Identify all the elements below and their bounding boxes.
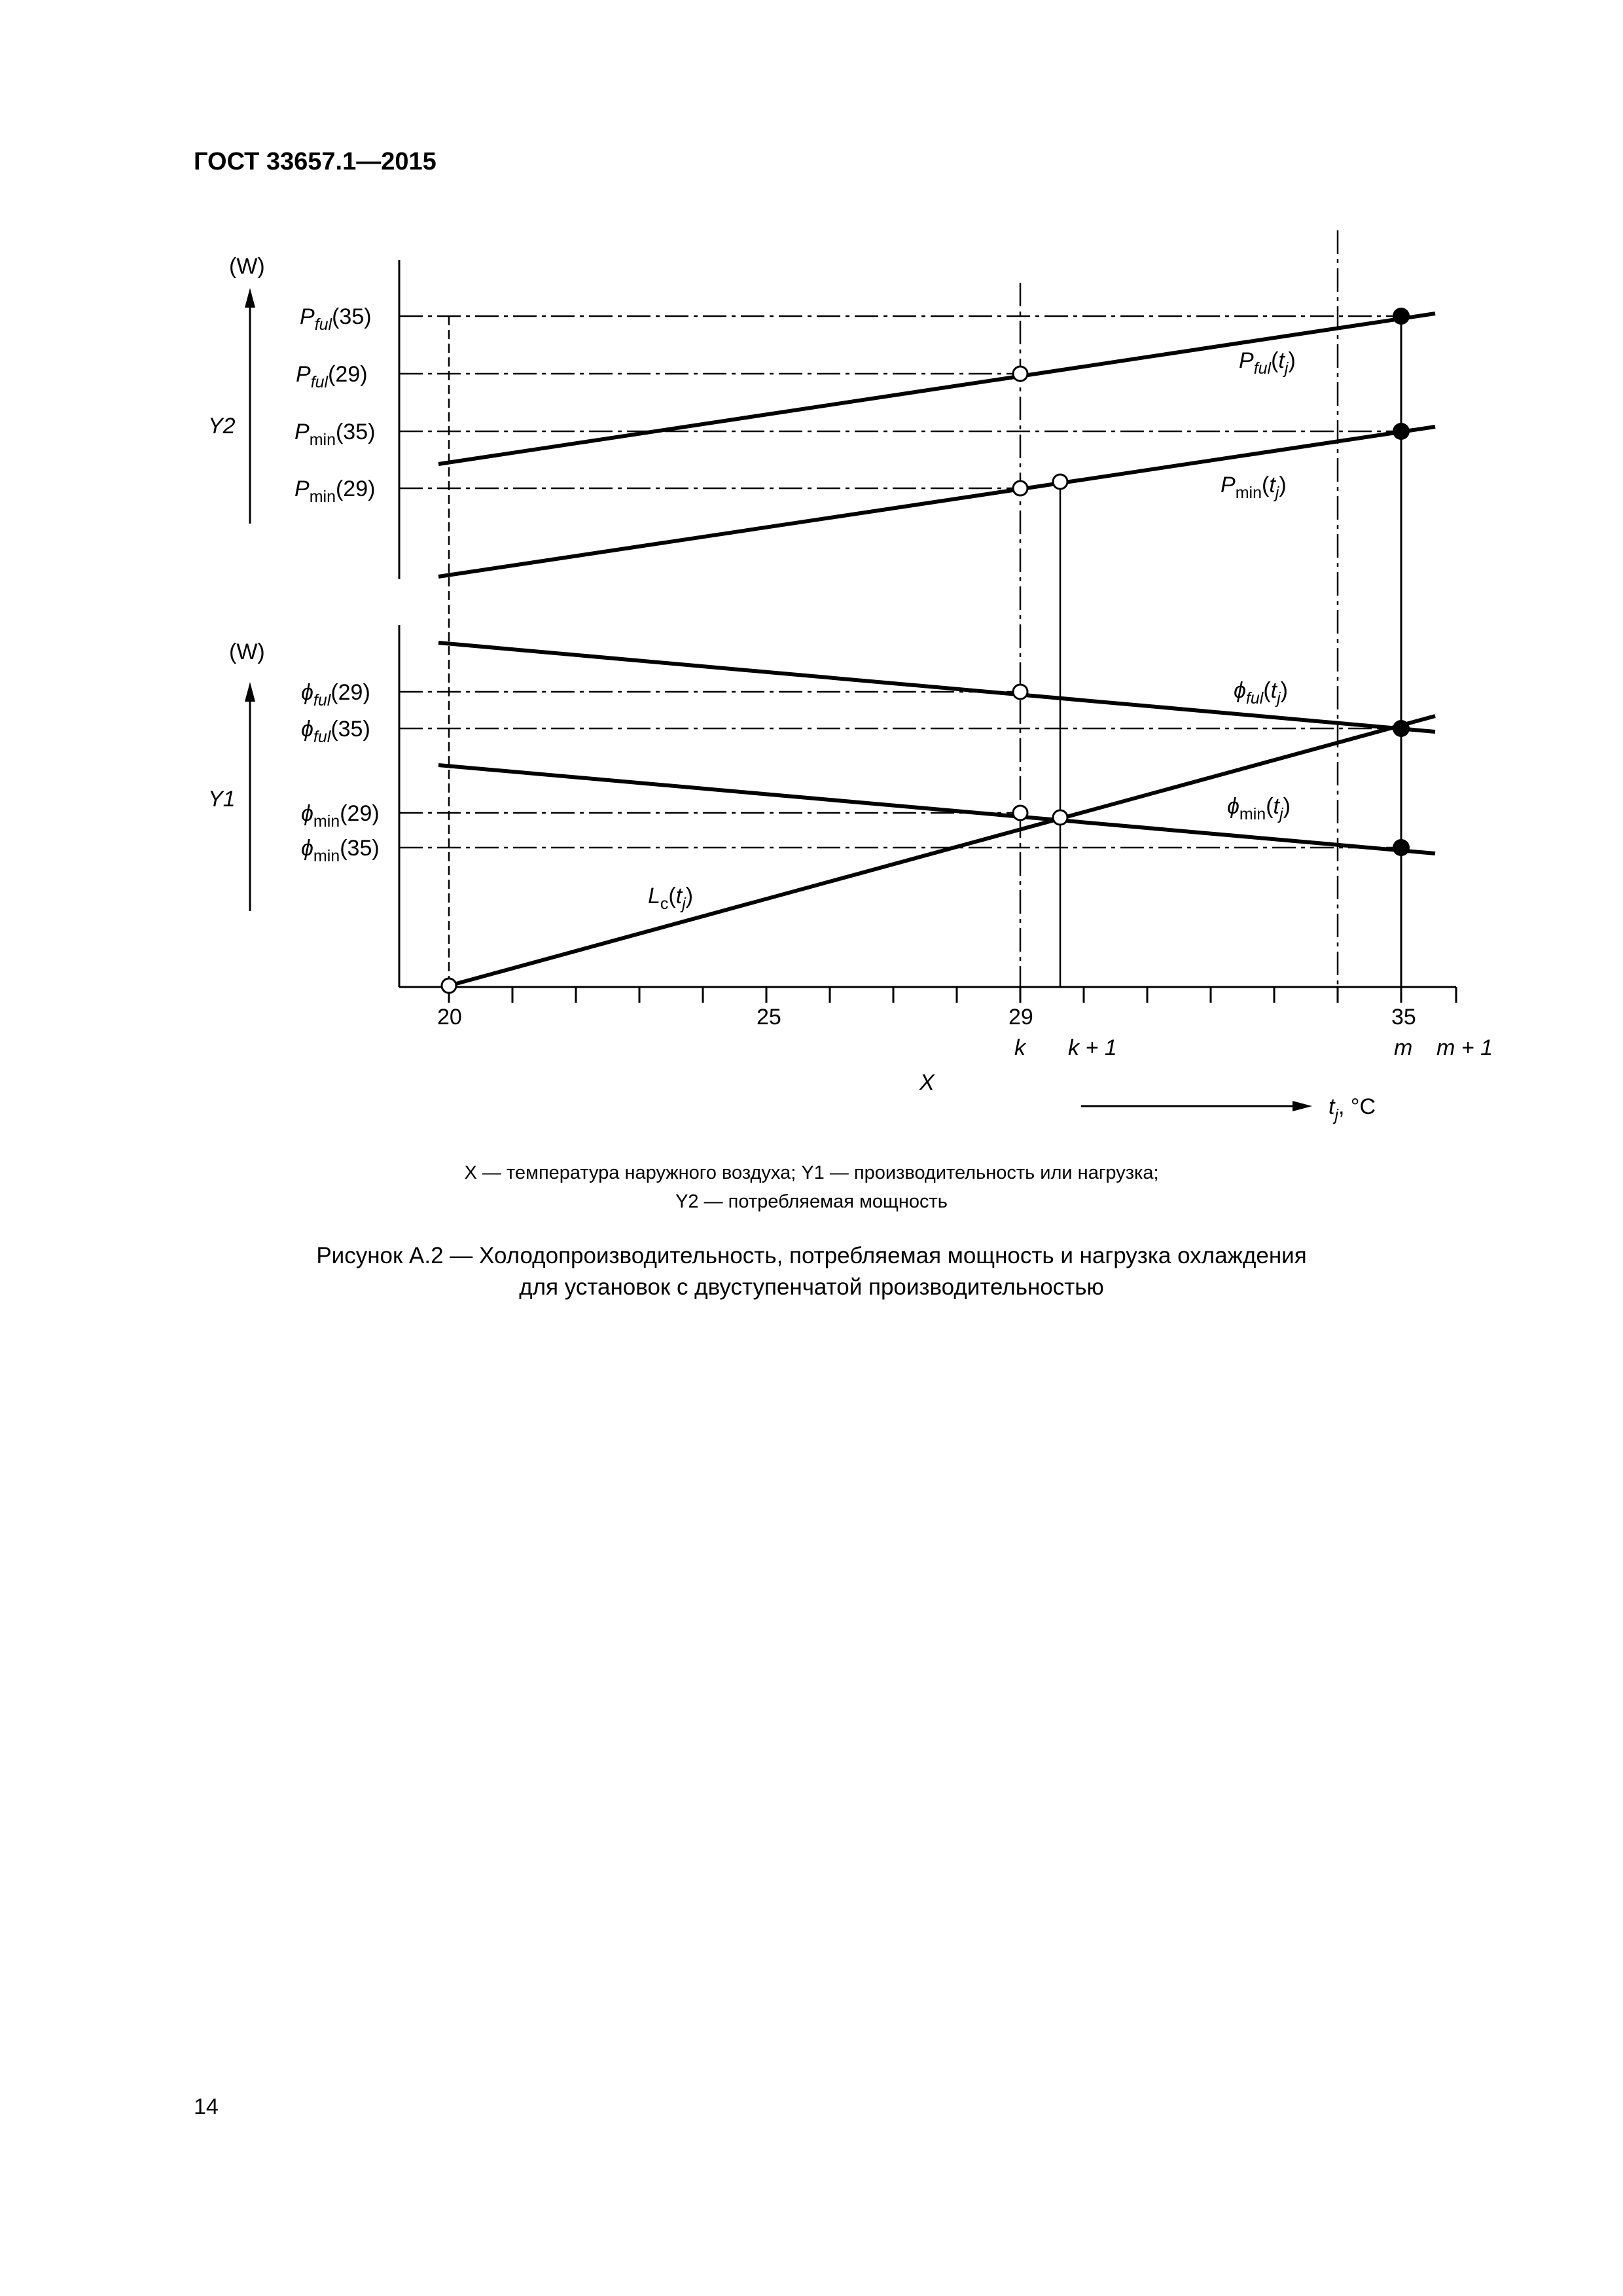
marker-pmin-29 [1013, 481, 1027, 495]
label-phimin-35: $\phi_{min}(35)$ [301, 836, 380, 865]
legend-line-2: Y2 — потребляемая мощность [675, 1191, 948, 1212]
series-line-pmin [438, 427, 1435, 577]
x-index-k: k [1014, 1035, 1026, 1060]
x-variable-label: $t_j$, °C [1329, 1094, 1376, 1124]
marker-phimin-35 [1393, 839, 1410, 856]
marker-pmin-35 [1393, 423, 1410, 440]
series-line-lc [449, 716, 1435, 986]
y2-arrow-head [245, 288, 255, 308]
x-tick-35: 35 [1391, 1005, 1416, 1030]
y1-axis-name: Y1 [208, 787, 236, 812]
marker-pful-29 [1013, 367, 1027, 381]
x-axis-name: X [919, 1070, 935, 1095]
series-label-phimin: $\phi_{min}(t_j)$ [1227, 794, 1291, 823]
caption-line-2: для установок с двуступенчатой производительностью [519, 1274, 1104, 1300]
marker-phiful-35 [1393, 720, 1410, 737]
x-axis-ticks [449, 987, 1456, 1003]
y2-unit-label: (W) [229, 254, 265, 279]
label-pful-35: $P_{ful}(35)$ [300, 304, 372, 334]
x-tick-25: 25 [757, 1005, 781, 1030]
y1-arrow-head [245, 682, 255, 702]
x-arrow-head [1293, 1101, 1312, 1111]
y2-axis-name: Y2 [208, 414, 236, 439]
caption-line-1: Рисунок А.2 — Холодопроизводительность, потребляемая мощность и нагрузка охлаждения [316, 1243, 1307, 1268]
x-index-m: m [1394, 1035, 1413, 1060]
marker-pful-35 [1393, 308, 1410, 325]
marker-lc-20 [442, 978, 456, 993]
label-phimin-29: $\phi_{min}(29)$ [301, 801, 380, 831]
label-phiful-35: $\phi_{ful}(35)$ [301, 717, 370, 746]
figure-caption [0, 1240, 1623, 1303]
series-label-pmin: $P_{min}(t_j)$ [1221, 473, 1287, 502]
label-pmin-35: $P_{min}(35)$ [294, 420, 376, 449]
legend-line-1: X — температура наружного воздуха; Y1 — производительность или нагрузка; [464, 1162, 1159, 1183]
label-pmin-29: $P_{min}(29)$ [294, 476, 376, 506]
series-line-pful [438, 314, 1435, 464]
y1-unit-label: (W) [229, 639, 265, 664]
label-pful-29: $P_{ful}(29)$ [296, 362, 368, 391]
marker-lc-k-plus-1 [1053, 810, 1067, 825]
x-index-m-plus-1: m + 1 [1436, 1035, 1493, 1060]
marker-phimin-29 [1013, 806, 1027, 820]
marker-phiful-29 [1013, 685, 1027, 699]
marker-pmin-k-plus-1 [1053, 475, 1067, 489]
figure-legend [0, 1158, 1623, 1216]
label-phiful-29: $\phi_{ful}(29)$ [301, 680, 370, 709]
x-tick-20: 20 [437, 1005, 462, 1030]
series-label-pful: $P_{ful}(t_j)$ [1239, 348, 1296, 378]
series-label-phiful: $\phi_{ful}(t_j)$ [1234, 678, 1288, 708]
x-index-k-plus-1: k + 1 [1068, 1035, 1117, 1060]
document-header: ГОСТ 33657.1—2015 [194, 148, 437, 175]
series-label-lc: $L_c(t_j)$ [648, 884, 694, 913]
page-number: 14 [194, 2094, 219, 2119]
x-tick-29: 29 [1008, 1005, 1033, 1030]
